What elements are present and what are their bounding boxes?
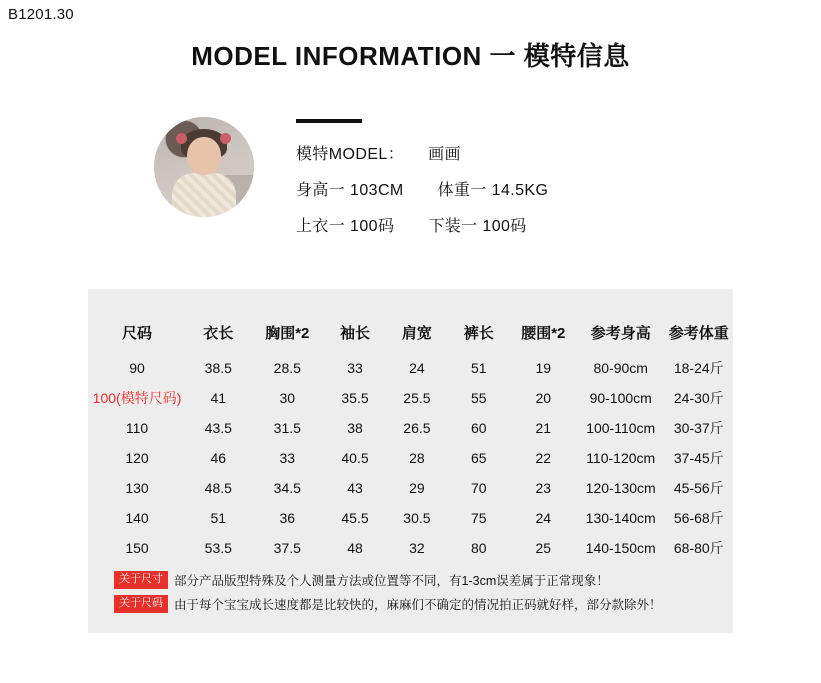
model-size-line bbox=[296, 213, 548, 236]
table-cell: 37.5 bbox=[273, 540, 301, 556]
table-cell: 80-90cm bbox=[593, 360, 648, 376]
table-cell: 68-80斤 bbox=[673, 540, 724, 556]
table-column-header: 尺码 bbox=[122, 324, 153, 342]
table-cell: 120 bbox=[125, 450, 149, 466]
size-notes bbox=[88, 563, 733, 613]
table-column-header: 参考体重 bbox=[668, 324, 729, 342]
table-row bbox=[88, 443, 733, 473]
table-column-header: 裤长 bbox=[463, 324, 494, 342]
model-height: 身高一 103CM bbox=[296, 182, 404, 199]
table-cell: 51 bbox=[210, 510, 227, 526]
table-column-header: 参考身高 bbox=[590, 324, 651, 342]
table-cell: 56-68斤 bbox=[673, 510, 724, 526]
table-cell: 24 bbox=[409, 360, 425, 376]
table-cell: 19 bbox=[535, 360, 552, 376]
table-header-row bbox=[88, 311, 733, 353]
table-column-header: 袖长 bbox=[339, 324, 370, 342]
table-cell: 23 bbox=[535, 480, 552, 496]
table-cell: 34.5 bbox=[273, 480, 301, 496]
table-cell: 43 bbox=[347, 480, 363, 496]
table-cell: 30 bbox=[279, 390, 296, 406]
table-cell: 150 bbox=[125, 540, 149, 556]
table-cell: 29 bbox=[409, 480, 425, 496]
table-cell: 37-45斤 bbox=[673, 450, 724, 466]
model-name-label: 模特MODEL： bbox=[296, 146, 405, 163]
model-photo bbox=[154, 117, 254, 217]
table-cell: 43.5 bbox=[204, 420, 232, 436]
divider-rule bbox=[296, 119, 362, 123]
table-cell: 35.5 bbox=[341, 390, 369, 406]
table-column-header: 胸围*2 bbox=[265, 324, 310, 342]
table-cell: 33 bbox=[279, 450, 296, 466]
note-tag: 关于尺寸 bbox=[114, 571, 168, 588]
photo-clothing bbox=[172, 173, 236, 217]
table-cell: 46 bbox=[210, 450, 227, 466]
table-cell: 130 bbox=[125, 480, 149, 496]
table-cell: 140-150cm bbox=[585, 540, 656, 556]
table-cell: 41 bbox=[210, 390, 227, 406]
table-cell: 45.5 bbox=[341, 510, 369, 526]
note-row bbox=[114, 571, 733, 589]
model-weight: 体重一 14.5KG bbox=[437, 182, 549, 199]
model-block bbox=[88, 117, 733, 249]
table-cell: 31.5 bbox=[273, 420, 301, 436]
table-cell: 70 bbox=[471, 480, 487, 496]
table-cell: 38.5 bbox=[204, 360, 232, 376]
model-name-value: 画画 bbox=[428, 146, 461, 163]
table-cell: 48 bbox=[347, 540, 363, 556]
table-cell: 32 bbox=[409, 540, 425, 556]
photo-face bbox=[187, 137, 221, 175]
table-cell: 100-110cm bbox=[586, 420, 656, 436]
table-cell: 140 bbox=[125, 510, 149, 526]
table-cell: 48.5 bbox=[204, 480, 232, 496]
table-cell: 53.5 bbox=[204, 540, 232, 556]
note-text: 部分产品版型特殊及个人测量方法或位置等不同，有1-3cm误差属于正常现象！ bbox=[174, 574, 609, 588]
table-cell: 20 bbox=[535, 390, 552, 406]
model-bottom-size: 下装一 100码 bbox=[428, 218, 527, 235]
table-body bbox=[88, 353, 733, 563]
size-chart-panel bbox=[88, 289, 733, 633]
table-cell: 40.5 bbox=[341, 450, 369, 466]
photo-hair-tie-right bbox=[220, 133, 231, 144]
model-top-size: 上衣一 100码 bbox=[296, 218, 395, 235]
table-cell: 21 bbox=[535, 420, 552, 436]
sku-code: B1201.30 bbox=[8, 6, 74, 23]
table-cell: 130-140cm bbox=[585, 510, 656, 526]
table-row bbox=[88, 353, 733, 383]
table-cell: 30-37斤 bbox=[673, 420, 724, 436]
table-cell: 90 bbox=[129, 360, 145, 376]
table-cell: 33 bbox=[347, 360, 363, 376]
table-row bbox=[88, 533, 733, 563]
table-row bbox=[88, 503, 733, 533]
table-cell: 24-30斤 bbox=[673, 390, 724, 406]
model-info bbox=[296, 117, 548, 249]
table-cell: 55 bbox=[471, 390, 487, 406]
note-row bbox=[114, 595, 733, 613]
table-cell: 90-100cm bbox=[589, 390, 652, 406]
table-cell: 24 bbox=[535, 510, 552, 526]
page-title: MODEL INFORMATION 一 模特信息 bbox=[191, 41, 630, 71]
table-cell: 22 bbox=[535, 450, 552, 466]
photo-hair-tie-left bbox=[176, 133, 187, 144]
note-text: 由于每个宝宝成长速度都是比较快的，麻麻们不确定的情况拍正码就好样，部分款除外！ bbox=[174, 598, 662, 612]
table-column-header: 腰围*2 bbox=[521, 324, 566, 342]
table-cell: 51 bbox=[471, 360, 487, 376]
table-cell: 60 bbox=[471, 420, 487, 436]
table-cell: 80 bbox=[471, 540, 487, 556]
table-cell: 75 bbox=[471, 510, 487, 526]
table-row bbox=[88, 383, 733, 413]
model-name-line bbox=[296, 141, 548, 164]
size-chart-table bbox=[88, 311, 733, 563]
table-cell: 110 bbox=[125, 420, 149, 436]
table-cell: 26.5 bbox=[403, 420, 431, 436]
table-column-header: 衣长 bbox=[203, 324, 234, 342]
table-cell: 36 bbox=[279, 510, 296, 526]
table-cell: 30.5 bbox=[403, 510, 431, 526]
note-tag: 关于尺码 bbox=[114, 595, 168, 612]
table-cell: 100(模特尺码) bbox=[92, 390, 182, 406]
model-information-content bbox=[88, 28, 733, 633]
table-row bbox=[88, 473, 733, 503]
table-cell: 28 bbox=[409, 450, 425, 466]
table-cell: 110-120cm bbox=[586, 450, 656, 466]
table-cell: 120-130cm bbox=[585, 480, 656, 496]
table-cell: 65 bbox=[471, 450, 487, 466]
table-cell: 38 bbox=[347, 420, 363, 436]
table-cell: 45-56斤 bbox=[673, 480, 724, 496]
table-cell: 25.5 bbox=[403, 390, 431, 406]
table-column-header: 肩宽 bbox=[401, 324, 432, 342]
table-cell: 18-24斤 bbox=[673, 360, 724, 376]
model-height-weight-line bbox=[296, 177, 548, 200]
table-cell: 25 bbox=[535, 540, 552, 556]
table-cell: 28.5 bbox=[273, 360, 301, 376]
table-row bbox=[88, 413, 733, 443]
